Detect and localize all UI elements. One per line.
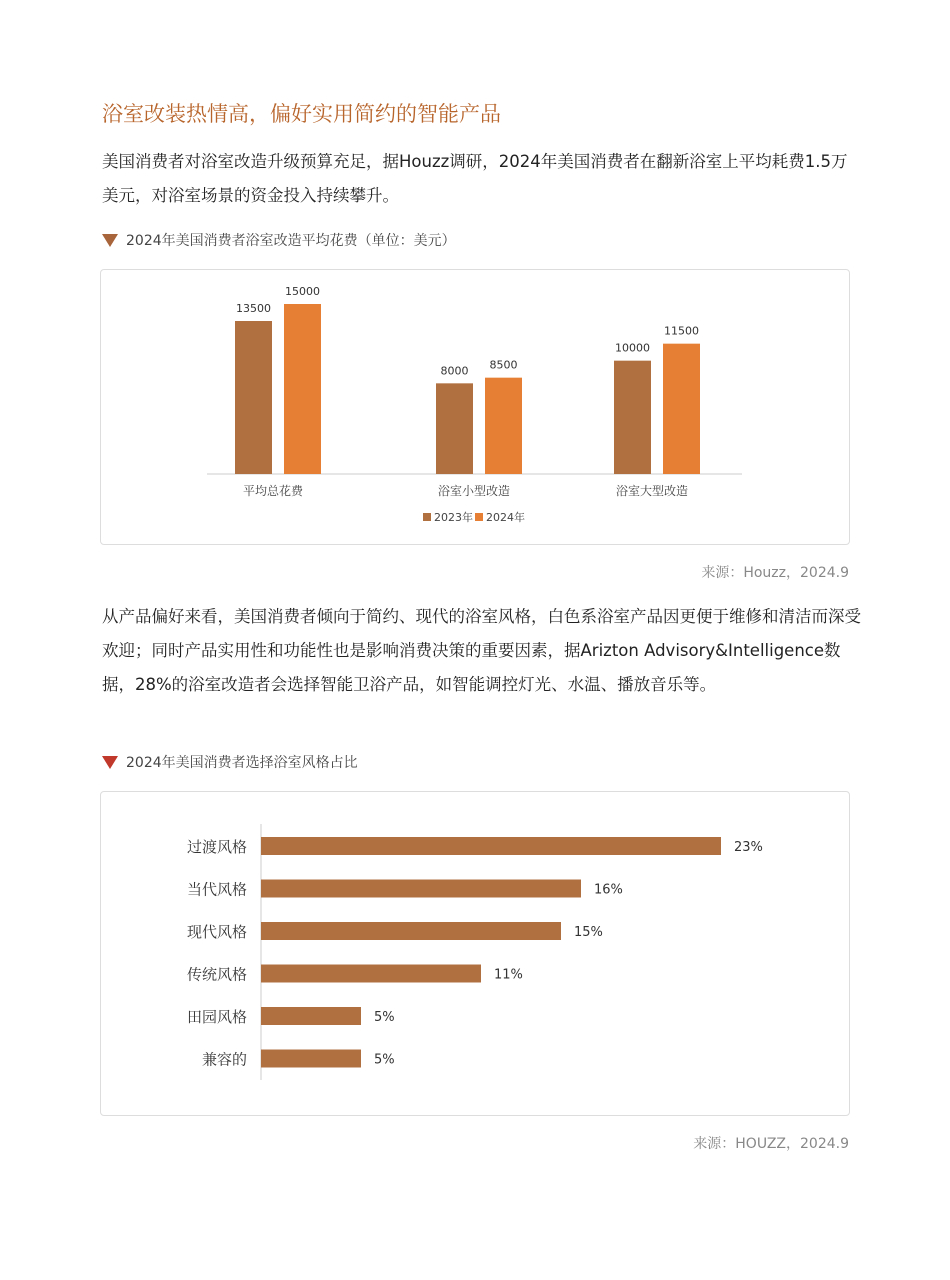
- data-label: 8500: [489, 358, 518, 372]
- bar: [261, 880, 581, 898]
- section-title: 浴室改装热情高，偏好实用简约的智能产品: [102, 102, 501, 126]
- data-label: 11500: [664, 324, 699, 338]
- paragraph-preference: 从产品偏好来看，美国消费者倾向于简约、现代的浴室风格，白色系浴室产品因更便于维修和清洁而深受欢迎；同时产品实用性和功能性也是影响消费决策的重要因素，据Arizton Advisory&Intelligence数据，28%的浴室改造者会选择智能卫浴产品，如智能调控灯光、水温、播放音乐等。: [102, 607, 861, 694]
- data-label: 5%: [374, 1010, 395, 1025]
- triangle-icon: [102, 756, 118, 769]
- bar: [261, 1050, 361, 1068]
- data-label: 11%: [494, 967, 523, 983]
- chart2-svg: [101, 792, 849, 1115]
- data-label: 8000: [440, 364, 469, 378]
- category-label: 兼容的: [201, 1050, 247, 1069]
- bar: [261, 837, 721, 855]
- data-label: 15000: [285, 285, 320, 298]
- chart2-title: 2024年美国消费者选择浴室风格占比: [126, 755, 358, 771]
- paragraph-intro: 美国消费者对浴室改造升级预算充足，据Houzz调研，2024年美国消费者在翻新浴室上平均耗费1.5万美元，对浴室场景的资金投入持续攀升。: [102, 152, 848, 205]
- source-2: 来源：HOUZZ，2024.9: [693, 1136, 849, 1152]
- data-label: 10000: [615, 341, 650, 355]
- category-label: 传统风格: [186, 965, 247, 984]
- category-label: 当代风格: [186, 880, 247, 899]
- data-label: 15%: [574, 925, 603, 940]
- bar: [261, 1007, 361, 1025]
- source-1: 来源：Houzz，2024.9: [701, 565, 849, 581]
- category-label: 现代风格: [186, 923, 247, 941]
- chart2-box: [100, 791, 850, 1116]
- category-label: 平均总花费: [242, 484, 304, 498]
- bar-2023年: [436, 383, 473, 474]
- legend-swatch: [475, 513, 483, 521]
- legend-swatch: [423, 513, 431, 521]
- bar-2024年: [485, 378, 522, 474]
- chart1-box: [100, 269, 850, 545]
- category-label: 过渡风格: [186, 838, 247, 856]
- data-label: 16%: [594, 882, 623, 898]
- bar: [261, 965, 481, 983]
- bar-2023年: [235, 321, 272, 474]
- legend-label: 2024年: [486, 511, 525, 524]
- chart2-caption: [102, 752, 358, 772]
- data-label: 13500: [236, 302, 271, 315]
- bar-2024年: [663, 344, 700, 474]
- chart1-svg: [101, 270, 849, 544]
- chart1-title: 2024年美国消费者浴室改造平均花费（单位：美元）: [126, 233, 456, 249]
- category-label: 浴室小型改造: [437, 484, 511, 498]
- chart1-caption: [102, 230, 456, 250]
- bar-2024年: [284, 304, 321, 474]
- bar: [261, 922, 561, 940]
- triangle-icon: [102, 234, 118, 247]
- bar-2023年: [614, 361, 651, 474]
- data-label: 5%: [374, 1052, 395, 1068]
- legend-label: 2023年: [434, 511, 473, 524]
- category-label: 浴室大型改造: [615, 484, 689, 498]
- category-label: 田园风格: [186, 1008, 247, 1026]
- data-label: 23%: [734, 840, 763, 855]
